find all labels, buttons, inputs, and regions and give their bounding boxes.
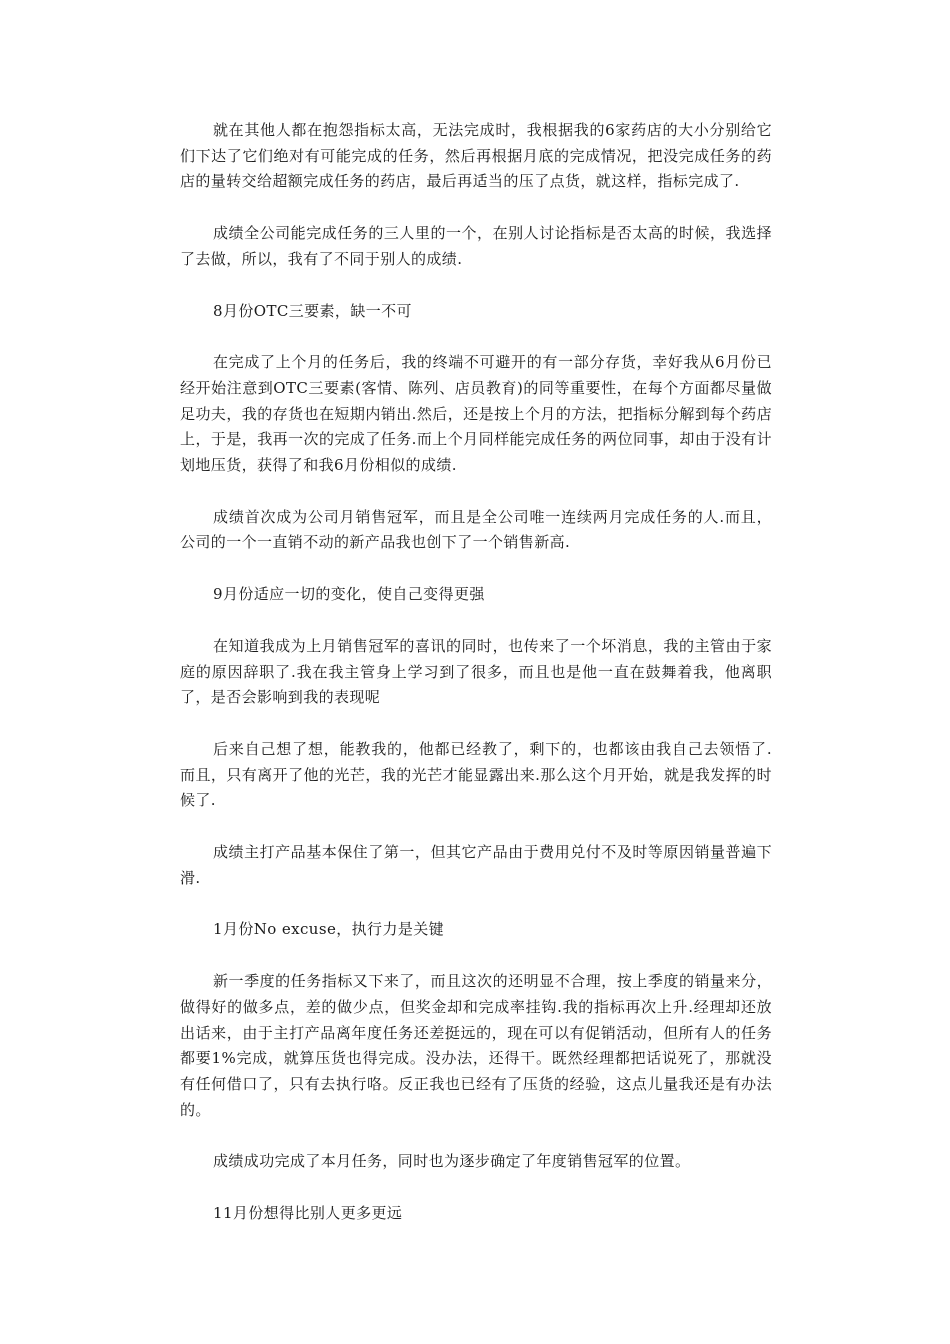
paragraph-july-result: 成绩全公司能完成任务的三人里的一个，在别人讨论指标是否太高的时候，我选择了去做，所以，我有了不同于别人的成绩. [180, 224, 772, 268]
section-heading-november: 11月份想得比别人更多更远 [213, 1204, 403, 1223]
section-heading-august: 8月份OTC三要素，缺一不可 [213, 301, 412, 320]
paragraph-quota-allocation: 就在其他人都在抱怨指标太高，无法完成时，我根据我的6家药店的大小分别给它们下达了它们绝对有可能完成的任务，然后再根据月底的完成情况，把没完成任务的药店的量转交给超额完成任务的药店，最后再适当的压了点货，就这样，指标完成了. [180, 121, 772, 191]
paragraph-new-quota: 新一季度的任务指标又下来了，而且这次的还明显不合理，按上季度的销量来分，做得好的做多点，差的做少点，但奖金却和完成率挂钩.我的指标再次上升.经理却还放出话来，由于主打产品离年度任务还差挺远的，现在可以有促销活动，但所有人的任务都要1%完成，就算压货也得完成。没办法，还得干。既然经理都把话说死了，那就没有任何借口了，只有去执行咯。反正我也已经有了压货的经验，这点儿量我还是有办法的。 [180, 972, 772, 1119]
paragraph-august-result: 成绩首次成为公司月销售冠军，而且是全公司唯一连续两月完成任务的人.而且，公司的一个一直销不动的新产品我也创下了一个销售新高. [180, 507, 772, 552]
document-body [180, 118, 772, 1253]
paragraph-september-result: 成绩主打产品基本保住了第一，但其它产品由于费用兑付不及时等原因销量普遍下滑. [180, 843, 772, 887]
section-heading-september: 9月份适应一切的变化，使自己变得更强 [213, 585, 485, 604]
section-heading-no-excuse: 1月份No excuse，执行力是关键 [213, 920, 445, 939]
paragraph-self-reflection: 后来自己想了想，能教我的，他都已经教了，剩下的，也都该由我自己去领悟了.而且，只有离开了他的光芒，我的光芒才能显露出来.那么这个月开始，就是我发挥的时候了. [180, 739, 772, 810]
paragraph-otc-elements: 在完成了上个月的任务后，我的终端不可避开的有一部分存货，幸好我从6月份已经开始注意到OTC三要素(客情、陈列、店员教育)的同等重要性，在每个方面都尽量做足功夫，我的存货也在短期内销出.然后，还是按上个月的方法，把指标分解到每个药店上，于是，我再一次的完成了任务.而上个月同样能完成任务的两位同事，却由于没有计划地压货，获得了和我6月份相似的成绩. [180, 353, 772, 475]
paragraph-supervisor-left: 在知道我成为上月销售冠军的喜讯的同时，也传来了一个坏消息，我的主管由于家庭的原因辞职了.我在我主管身上学习到了很多，而且也是他一直在鼓舞着我，他离职了，是否会影响到我的表现呢 [180, 636, 772, 707]
paragraph-month-result: 成绩成功完成了本月任务，同时也为逐步确定了年度销售冠军的位置。 [213, 1152, 691, 1171]
